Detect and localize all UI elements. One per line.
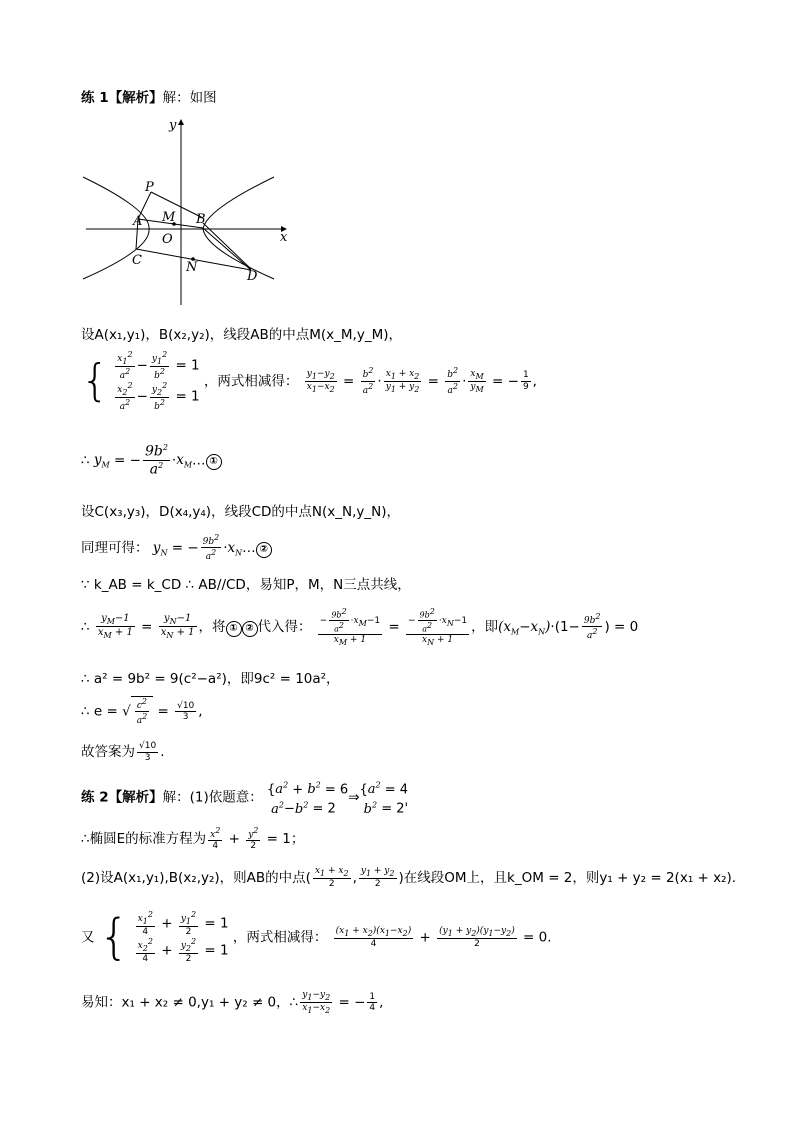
subtract-label: ，两式相减得： [203, 373, 299, 390]
label-y: y [169, 118, 177, 133]
hyperbola-figure [81, 115, 296, 310]
label-B: B [196, 212, 206, 227]
section2-title: 练 2【解析】 [81, 789, 163, 806]
line-ellipse-standard: ∴椭圆E的标准方程为 $\frac{x^2}{4}$ + $\frac{y^2}{2}$ = 1； [81, 826, 305, 852]
system-result: {$a^2 = 4$ $b^2 = 2'$ [359, 781, 409, 817]
you-label: 又 [81, 929, 95, 946]
line-answer: 故答案为 $\frac{√10}{3}$ . [81, 741, 165, 763]
e-prefix: ∴ e = [81, 703, 118, 720]
label-M: M [162, 210, 176, 225]
section2-intro: 解：(1)依题意： [162, 789, 263, 806]
line-part2: (2)设A(x₁,y₁),B(x₂,y₂)，则AB的中点( $\frac{x_1 + x_2}{2}$ , $\frac{y_1 + y_2}{2}$ )在线段OM上，且k_OM = 2，则y₁ + y₂ = 2(x₁ + x₂). [81, 866, 737, 890]
label-A: A [133, 214, 143, 229]
section2-heading: 练 2【解析】解：(1)依题意： {$a^2 + b^2 = 6$ $a^2-b^2 = 2$ ⇒ {$a^2 = 4$ $b^2 = 2'$ [81, 778, 408, 817]
line-kab: ∵ k_AB = k_CD ∴ AB//CD，易知P，M，N三点共线， [81, 577, 411, 593]
circled-two: ② [256, 542, 272, 558]
similar-label: 同理可得： [81, 539, 149, 556]
circled-one-b: ① [226, 621, 242, 637]
system-a2b2: {$a^2 + b^2 = 6$ $a^2-b^2 = 2$ [267, 781, 349, 817]
therefore-symbol: ∴ [81, 452, 90, 469]
section1-heading [81, 86, 217, 106]
part2-text-b: 在线段OM上，且k_OM = 2，则y₁ + y₂ = 2(x₁ + x₂). [403, 870, 737, 886]
label-x: x [280, 230, 288, 245]
line-yn: 同理可得： $y_N$ = − $\frac{9b^2}{a^2}$ $\cdot x_N\dots$ ② [81, 533, 272, 563]
sub-text-3: ，即 [471, 618, 499, 635]
label-D: D [247, 269, 258, 284]
section1-intro: 解：如图 [162, 90, 217, 106]
sub-text-1: ，将 [198, 618, 226, 635]
label-N: N [186, 260, 198, 275]
hyperbola-right-branch [203, 177, 274, 279]
left-brace-2: { [98, 909, 130, 966]
line-yizhi: 易知：x₁ + x₂ ≠ 0,y₁ + y₂ ≠ 0，∴ $\frac{y_1-y_2}{x_1-x_2}$ = − $\frac{1}{4}$ , [81, 990, 384, 1015]
ellipsis: … [192, 452, 206, 469]
left-brace: { [81, 355, 109, 407]
line-ym: ∴ $y_M$ = − $\frac{9b^2}{a^2}$ $\cdot x_M\dots$ ① [81, 443, 222, 478]
sqrt-expression: √ $\frac{c^2}{a^2}$ [122, 696, 153, 727]
line-set-ab: 设A(x₁,y₁)，B(x₂,y₂)，线段AB的中点M(x_M,y_M)， [81, 327, 402, 343]
line-eccentricity: ∴ e = √ $\frac{c^2}{a^2}$ = $\frac{√10}{3}$ , [81, 697, 203, 727]
label-C: C [132, 253, 142, 268]
circled-two-b: ② [242, 621, 258, 637]
line-set-cd: 设C(x₃,y₃)，D(x₄,y₄)，线段CD的中点N(x_N,y_N)， [81, 504, 400, 520]
label-P: P [145, 180, 154, 195]
sub-text-2: 代入得： [257, 618, 312, 635]
line-you-system: 又 { $\frac{x_1^2}{4}$ + $\frac{y_1^2}{2}$ = 1 $\frac{x_2^2}{4}$ + $\frac{y_2^2}{2}$ = 1 ，两式相减得： $\frac{(x_1 + x_2)(x_1-x_2)}{4}$ + $\frac{(y_1 + y_2)(y_1-y_2)}{2}$ = 0. [81, 909, 552, 966]
line-system-1: { $\frac{x_1^2}{a^2}$ − $\frac{y_1^2}{b^2}$ = 1 $\frac{x_2^2}{a^2}$ − $\frac{y_2^2}{b^2}$ = 1 ，两式相减得： $\frac{y_1-y_2}{x_1-x_2}$ = $\frac{b^2}{a^2}$ · $\frac{x_1 + x_2}{y_1 + y_2}$ = $\frac{b^2}{a^2}$ · $\frac{x_M}{y_M}$ = − $\frac{1}{9}$ , [81, 350, 537, 413]
segment-BD [203, 228, 251, 270]
circled-one: ① [206, 454, 222, 470]
equation-system: $\frac{x_1^2}{a^2}$ − $\frac{y_1^2}{b^2}$ = 1 $\frac{x_2^2}{a^2}$ − $\frac{y_2^2}{b^2}$ = 1 [117, 350, 200, 413]
line-a2: ∴ a² = 9b² = 9(c²−a²)，即9c² = 10a²， [81, 671, 340, 687]
ellipse-std-label: ∴椭圆E的标准方程为 [81, 830, 207, 847]
section1-title: 练 1【解析】 [81, 90, 163, 106]
label-O: O [162, 232, 173, 247]
ellipse-system: $\frac{x_1^2}{4}$ + $\frac{y_1^2}{2}$ = 1 $\frac{x_2^2}{4}$ + $\frac{y_2^2}{2}$ = 1 [137, 910, 229, 965]
yizhi-label: 易知：x₁ + x₂ ≠ 0,y₁ + y₂ ≠ 0，∴ [81, 994, 299, 1011]
line-substitution: ∴ $\frac{y_M-1}{x_M + 1}$ = $\frac{y_N-1}{x_N + 1}$ ，将 ① ② 代入得： − $\frac{9b^2}{a^2}$ $\cdot x_M-1$ $x_M + 1$ = − $\frac{9b^2}{a^2}$ $\cdot x_N-1$ $x_N + 1$ ，即$(x_M-x_N)\cdot(1-$ $\frac{9b^2}{a^2}$ ) = 0 [81, 607, 639, 647]
part2-text-a: (2)设A(x₁,y₁),B(x₂,y₂)，则AB的中点 [81, 870, 306, 886]
answer-prefix: 故答案为 [81, 744, 135, 760]
subtract-label-2: ，两式相减得： [232, 929, 328, 946]
